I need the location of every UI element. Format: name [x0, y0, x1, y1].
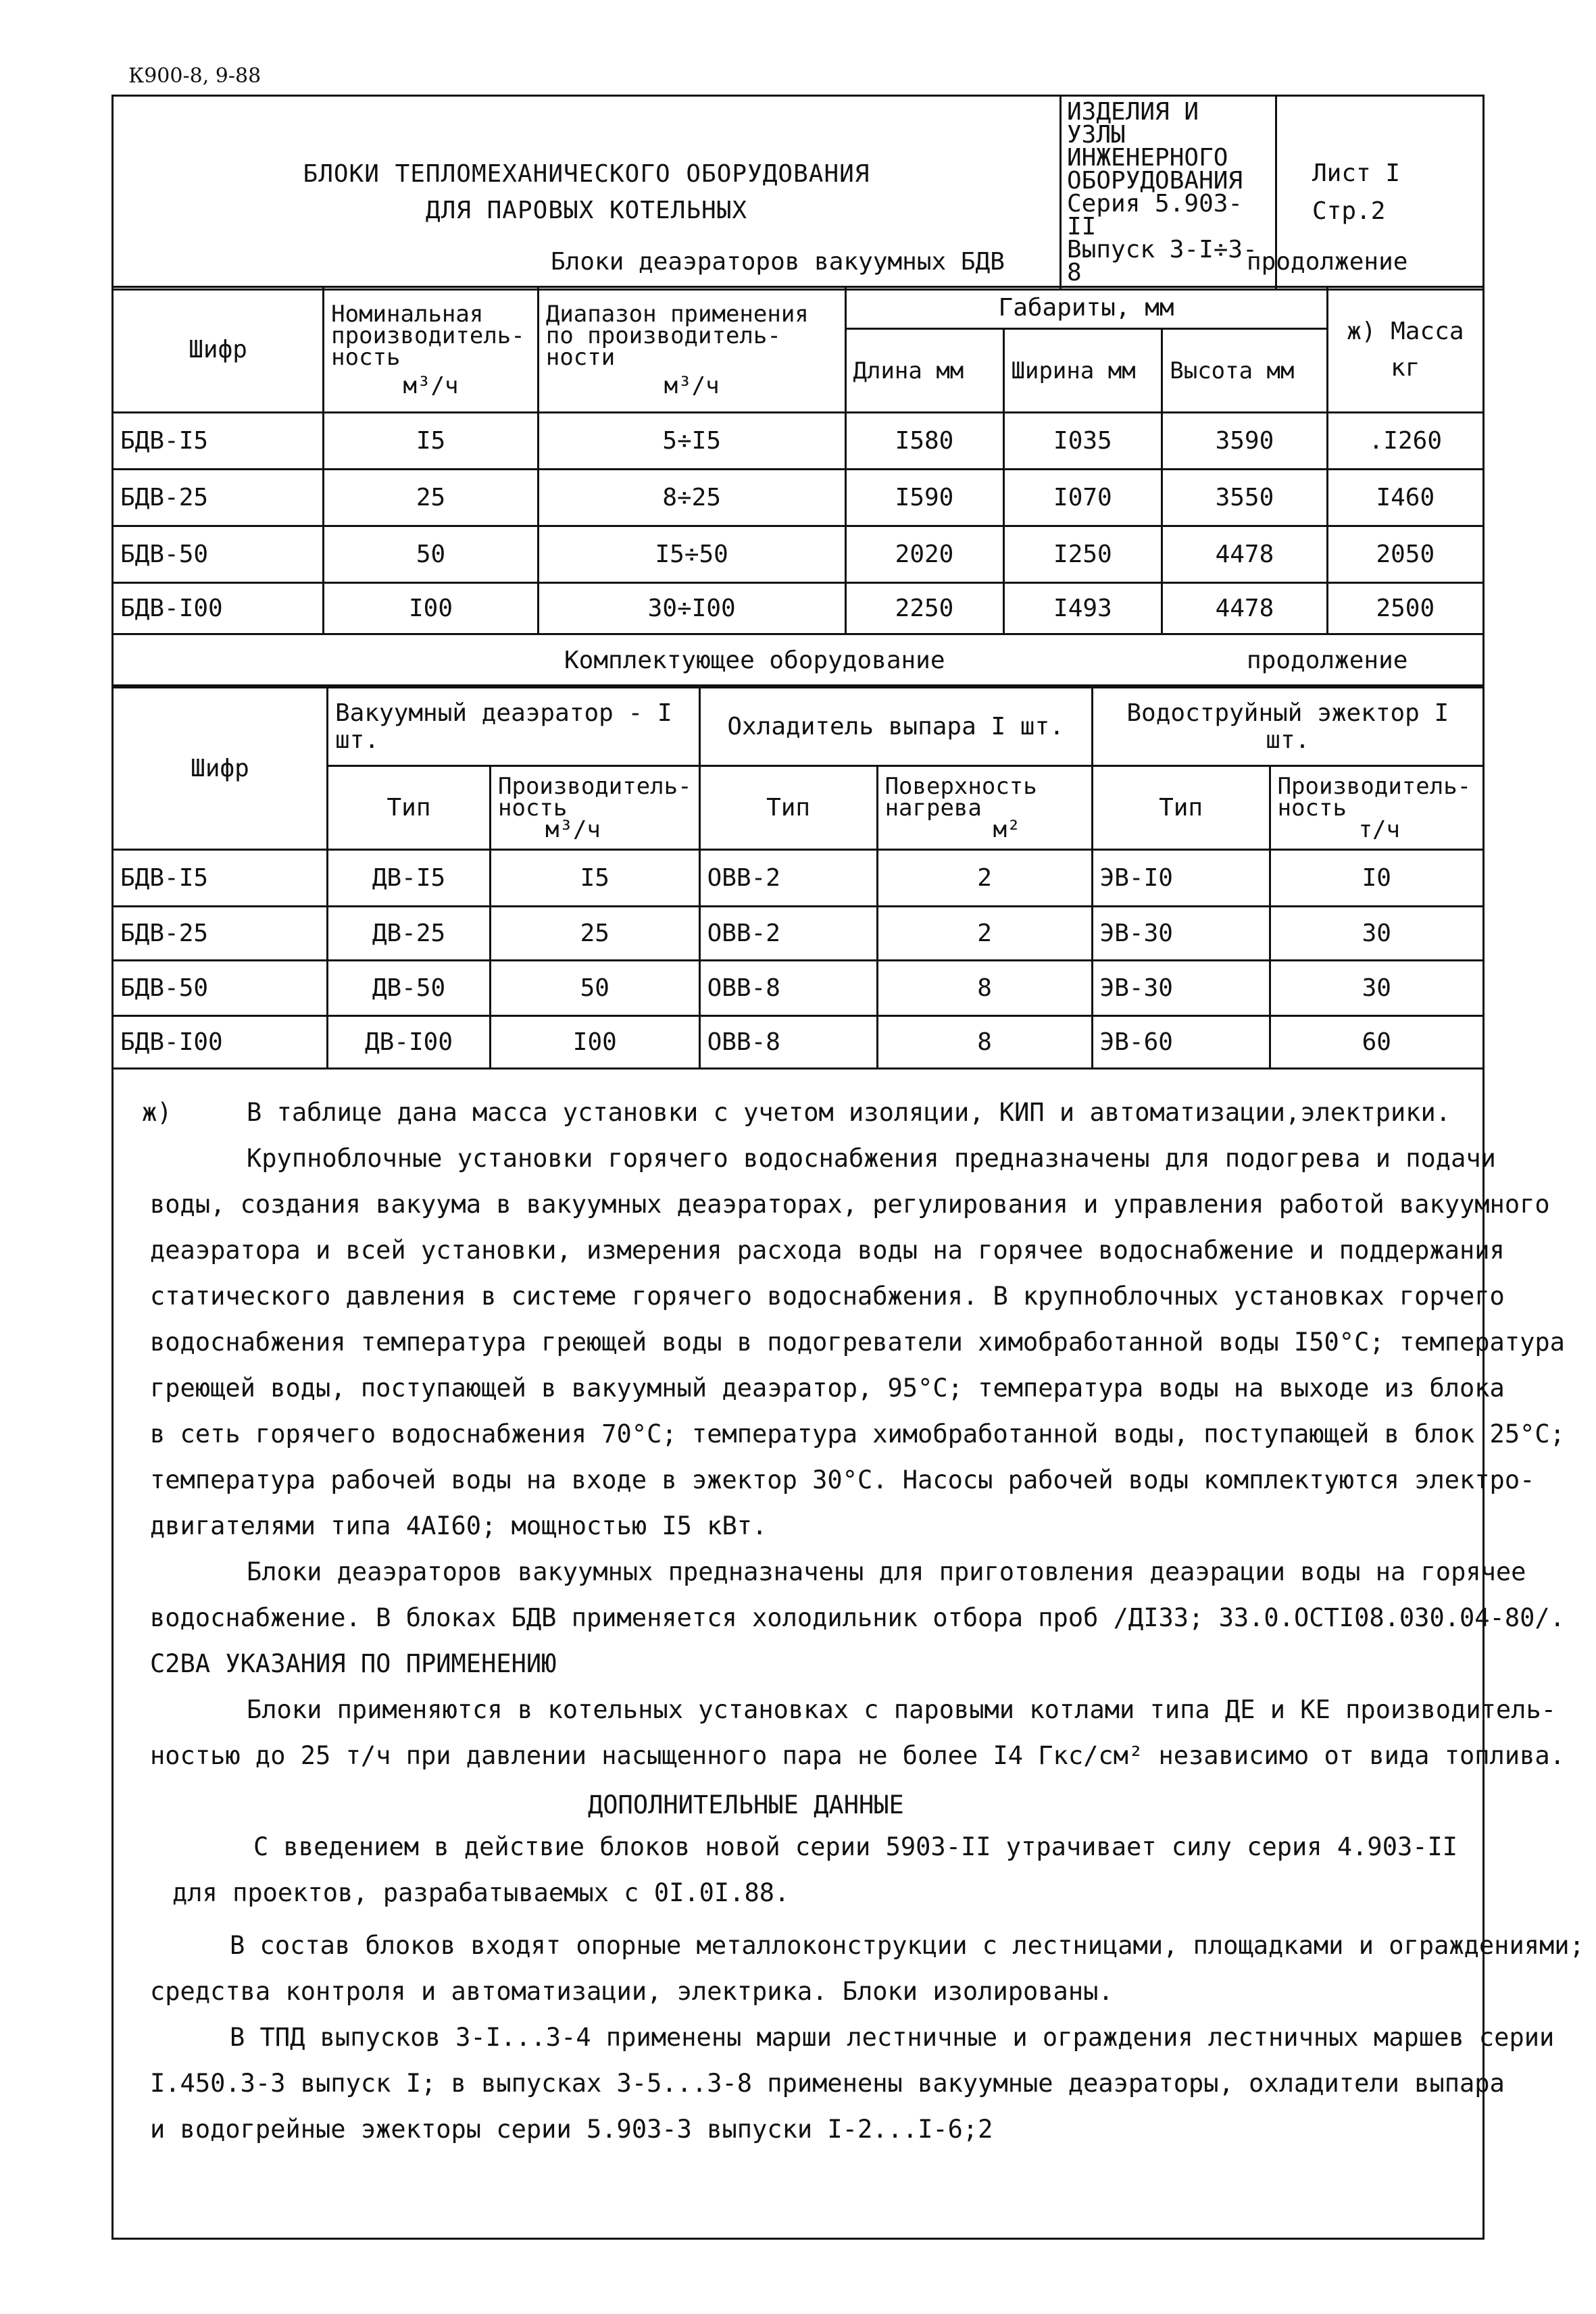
t1-cell: 3550 [1162, 470, 1327, 526]
t2-header-ejector: Водоструйный эжектор I шт. [1092, 688, 1483, 766]
t2-header-deaerator: Вакуумный деаэратор - I шт. [328, 688, 700, 766]
t1-cell: 8÷25 [538, 470, 845, 526]
t2-header-ovv-surface [877, 766, 1092, 850]
t1-cell: 50 [324, 526, 539, 583]
paragraph-line: ностью до 25 т/ч при давлении насыщенного пара не более I4 Гкс/см² независимо от вида топлива. [150, 1741, 1565, 1770]
t1-header-code: Шифр [113, 287, 324, 413]
t1-header-length: Длина мм [845, 329, 1003, 413]
t1-cell: I00 [324, 583, 539, 634]
t2-header-dv-capacity [491, 766, 700, 850]
table-row [113, 850, 1484, 907]
title-line-2: ДЛЯ ПАРОВЫХ КОТЕЛЬНЫХ [425, 197, 748, 224]
table-row [113, 526, 1484, 583]
t1-header-range [538, 287, 845, 413]
t1-cell: 4478 [1162, 583, 1327, 634]
table1-continued: продолжение [1247, 248, 1408, 276]
footnote: В таблице дана масса установки с учетом изоляции, КИП и автоматизации,электрики. [247, 1098, 1451, 1127]
issue-number: Выпуск 3-I÷3-8 [1067, 236, 1257, 286]
paragraph-line: Крупноблочные установки горячего водоснабжения предназначены для подогрева и подачи [247, 1144, 1496, 1173]
t1-cell: 3590 [1162, 413, 1327, 470]
t2-header-dv-capacity-unit: м³/ч [545, 815, 601, 843]
t2-header-code: Шифр [113, 688, 328, 850]
footnote-mark: ж) [142, 1098, 172, 1127]
t1-cell: 2250 [845, 583, 1003, 634]
table2-continued: продолжение [1247, 647, 1408, 674]
t2-cell: ОВВ-2 [699, 907, 877, 961]
t1-cell: 2020 [845, 526, 1003, 583]
t1-cell: I070 [1003, 470, 1162, 526]
t1-header-dims: Габариты, мм [845, 287, 1327, 329]
table-row [113, 583, 1484, 634]
table-row [113, 907, 1484, 961]
t1-cell: I460 [1327, 470, 1483, 526]
t2-header-ev-capacity-unit: т/ч [1358, 815, 1400, 843]
table-row [113, 1016, 1484, 1069]
series-line-3: ОБОРУДОВАНИЯ [1067, 167, 1243, 195]
t2-header-dv-capacity-label: Производитель- ность [498, 772, 692, 822]
t2-header-ev-capacity [1270, 766, 1483, 850]
paragraph-line: I.450.3-3 выпуск I; в выпусках 3-5...3-8 применены вакуумные деаэраторы, охладители выпара [150, 2069, 1505, 2098]
t1-header-mass: ж) Масса кг [1327, 287, 1483, 413]
t2-cell: 30 [1270, 961, 1483, 1016]
t2-cell: 25 [491, 907, 700, 961]
t2-cell: 50 [491, 961, 700, 1016]
t1-cell: I580 [845, 413, 1003, 470]
paragraph-line: двигателями типа 4АI60; мощностью I5 кВт. [150, 1511, 768, 1540]
paragraph-line: водоснабжение. В блоках БДВ применяется холодильник отбора проб /ДI33; 33.0.ОСТI08.030.04-80/. [150, 1603, 1565, 1632]
t1-header-nominal [324, 287, 539, 413]
t2-cell: ДВ-50 [328, 961, 491, 1016]
t1-cell: I035 [1003, 413, 1162, 470]
t2-cell: ЭВ-I0 [1092, 850, 1270, 907]
deaerator-blocks-table [111, 286, 1485, 635]
t2-cell: БДВ-50 [113, 961, 328, 1016]
t1-cell: БДВ-I5 [113, 413, 324, 470]
t2-header-cooler: Охладитель выпара I шт. [699, 688, 1092, 766]
t1-header-height: Высота мм [1162, 329, 1327, 413]
paragraph-line: С введением в действие блоков новой серии 5903-II утрачивает силу серия 4.903-II [253, 1832, 1458, 1861]
table2-caption-band [111, 632, 1485, 686]
t1-cell: I5 [324, 413, 539, 470]
paragraph-line: деаэратора и всей установки, измерения расхода воды на горячее водоснабжение и поддержания [150, 1236, 1505, 1265]
series-number: Серия 5.903-II [1067, 190, 1243, 241]
t1-cell: БДВ-50 [113, 526, 324, 583]
t2-cell: ДВ-I00 [328, 1016, 491, 1069]
t1-cell: I493 [1003, 583, 1162, 634]
t2-cell: 30 [1270, 907, 1483, 961]
t1-cell: I5÷50 [538, 526, 845, 583]
section-heading: ДОПОЛНИТЕЛЬНЫЕ ДАННЫЕ [588, 1790, 904, 1819]
paragraph-line: температура рабочей воды на входе в эжектор 30°С. Насосы рабочей воды комплектуются электро- [150, 1465, 1535, 1494]
paragraph-line: и водогрейные эжекторы серии 5.903-3 выпуски I-2...I-6;2 [150, 2115, 993, 2144]
page-number: Стр.2 [1312, 197, 1386, 225]
series-line-1: ИЗДЕЛИЯ И УЗЛЫ [1067, 98, 1199, 149]
t1-header-range-label: Диапазон применения по производитель- ности [545, 300, 809, 371]
t2-cell: 8 [877, 1016, 1092, 1069]
t2-cell: БДВ-I5 [113, 850, 328, 907]
series-line-2: ИНЖЕНЕРНОГО [1067, 144, 1228, 172]
t1-cell: 2050 [1327, 526, 1483, 583]
paragraph-line: В ТПД выпусков 3-I...3-4 применены марши лестничные и ограждения лестничных маршев серии [230, 2023, 1555, 2052]
t2-cell: ЭВ-30 [1092, 961, 1270, 1016]
t1-cell: I250 [1003, 526, 1162, 583]
equipment-table [111, 686, 1485, 1070]
document-code: К900-8, 9-88 [128, 64, 261, 88]
section-heading: С2ВА УКАЗАНИЯ ПО ПРИМЕНЕНИЮ [150, 1649, 557, 1678]
paragraph-line: в сеть горячего водоснабжения 70°С; температура химобработанной воды, поступающей в блок 25°С; [150, 1419, 1565, 1449]
t2-cell: I0 [1270, 850, 1483, 907]
paragraph-line: статического давления в системе горячего водоснабжения. В крупноблочных установках горчего [150, 1282, 1505, 1311]
table2-caption: Комплектующее оборудование [564, 647, 945, 674]
t1-header-range-unit: м³/ч [664, 372, 720, 399]
title-line-1: БЛОКИ ТЕПЛОМЕХАНИЧЕСКОГО ОБОРУДОВАНИЯ [303, 160, 870, 188]
paragraph-line: Блоки применяются в котельных установках с паровыми котлами типа ДЕ и КЕ производитель- [247, 1695, 1557, 1724]
t2-cell: I5 [491, 850, 700, 907]
paragraph-line: водоснабжения температура греющей воды в подогреватели химобработанной воды I50°С; температура [150, 1328, 1565, 1357]
table1-caption-band [111, 233, 1485, 288]
t2-cell: I00 [491, 1016, 700, 1069]
paragraph-line: средства контроля и автоматизации, электрика. Блоки изолированы. [150, 1977, 1114, 2006]
t1-cell: 4478 [1162, 526, 1327, 583]
paragraph-line: греющей воды, поступающей в вакуумный деаэратор, 95°С; температура воды на выходе из блока [150, 1374, 1505, 1403]
t2-cell: ДВ-I5 [328, 850, 491, 907]
table-row [113, 961, 1484, 1016]
t1-cell: I590 [845, 470, 1003, 526]
t2-cell: ОВВ-2 [699, 850, 877, 907]
t1-cell: 5÷I5 [538, 413, 845, 470]
paragraph-line: В состав блоков входят опорные металлоконструкции с лестницами, площадками и ограждениями; [230, 1931, 1585, 1960]
t1-cell: БДВ-I00 [113, 583, 324, 634]
t2-header-ovv-type: Тип [699, 766, 877, 850]
t2-cell: БДВ-I00 [113, 1016, 328, 1069]
t1-cell: 2500 [1327, 583, 1483, 634]
t2-cell: 2 [877, 907, 1092, 961]
table-row [113, 413, 1484, 470]
t2-header-ovv-surface-label: Поверхность нагрева [884, 772, 1037, 822]
t2-cell: 60 [1270, 1016, 1483, 1069]
sheet-number: Лист I [1312, 159, 1401, 187]
table-row [113, 470, 1484, 526]
t2-cell: 2 [877, 850, 1092, 907]
t1-header-nominal-unit: м³/ч [403, 372, 459, 399]
table1-caption: Блоки деаэраторов вакуумных БДВ [551, 248, 1005, 276]
t2-cell: 8 [877, 961, 1092, 1016]
t2-cell: ОВВ-8 [699, 961, 877, 1016]
t2-cell: ОВВ-8 [699, 1016, 877, 1069]
t2-cell: ДВ-25 [328, 907, 491, 961]
t1-header-nominal-label: Номинальная производитель- ность [331, 300, 525, 371]
t1-cell: БДВ-25 [113, 470, 324, 526]
paragraph-line: Блоки деаэраторов вакуумных предназначены для приготовления деаэрации воды на горячее [247, 1557, 1526, 1586]
t1-cell: 30÷I00 [538, 583, 845, 634]
t2-header-ev-type: Тип [1092, 766, 1270, 850]
paragraph-line: для проектов, разрабатываемых с 0I.0I.88. [172, 1878, 790, 1907]
t1-cell: 25 [324, 470, 539, 526]
t1-header-width: Ширина мм [1003, 329, 1162, 413]
t2-cell: ЭВ-60 [1092, 1016, 1270, 1069]
t1-cell: .I260 [1327, 413, 1483, 470]
t2-header-ev-capacity-label: Производитель- ность [1277, 772, 1472, 822]
t2-header-dv-type: Тип [328, 766, 491, 850]
t2-cell: БДВ-25 [113, 907, 328, 961]
t2-header-ovv-surface-unit: м² [993, 815, 1021, 843]
paragraph-line: воды, создания вакуума в вакуумных деаэраторах, регулирования и управления работой вакуумного [150, 1190, 1550, 1219]
t2-cell: ЭВ-30 [1092, 907, 1270, 961]
